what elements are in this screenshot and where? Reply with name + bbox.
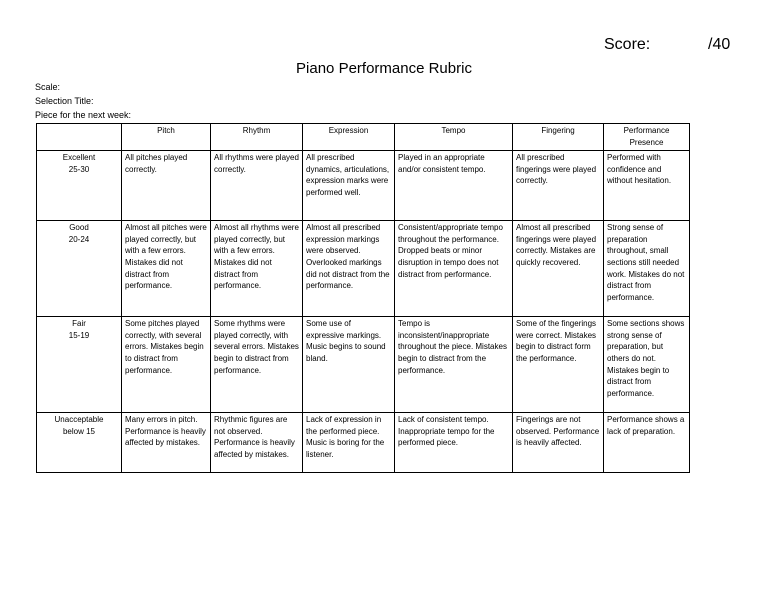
cell-tempo: Tempo is inconsistent/inappropriate throughout the piece. Mistakes begin to distract from the performance.	[395, 317, 513, 413]
cell-tempo: Played in an appropriate and/or consistent tempo.	[395, 151, 513, 221]
level-name: Excellent	[62, 153, 96, 163]
cell-expression: Some use of expressive markings. Music begins to sound bland.	[303, 317, 395, 413]
level-cell	[37, 221, 122, 317]
cell-rhythm: Rhythmic figures are not observed. Performance is heavily affected by mistakes.	[211, 413, 303, 473]
cell-expression: Almost all prescribed expression markings were observed. Overlooked markings did not distract from the performance.	[303, 221, 395, 317]
header-cell-rhythm: Rhythm	[211, 124, 303, 151]
header-cell-pitch: Pitch	[122, 124, 211, 151]
cell-performance-presence: Some sections shows strong sense of preparation, but others do not. Mistakes begin to distract from performance.	[604, 317, 690, 413]
cell-fingering: All prescribed fingerings were played correctly.	[513, 151, 604, 221]
level-cell	[37, 151, 122, 221]
cell-performance-presence: Performance shows a lack of preparation.	[604, 413, 690, 473]
header-row	[37, 124, 690, 151]
table-row	[37, 151, 690, 221]
level-range: 20-24	[68, 234, 90, 244]
table-row	[37, 413, 690, 473]
cell-rhythm: Almost all rhythms were played correctly, but with a few errors. Mistakes did not distract from performance.	[211, 221, 303, 317]
header-cell-expression: Expression	[303, 124, 395, 151]
cell-rhythm: Some rhythms were played correctly, with several errors. Mistakes begin to distract from performance.	[211, 317, 303, 413]
cell-pitch: Many errors in pitch. Performance is heavily affected by mistakes.	[122, 413, 211, 473]
level-range: 25-30	[68, 164, 90, 174]
level-name: Good	[69, 223, 89, 233]
cell-fingering: Some of the fingerings were correct. Mistakes begin to distract form the performance.	[513, 317, 604, 413]
header-cell-tempo: Tempo	[395, 124, 513, 151]
header-cell-level	[37, 124, 122, 151]
field-next-piece: Piece for the next week:	[35, 110, 132, 120]
header-cell-fingering: Fingering	[513, 124, 604, 151]
rubric-table	[36, 123, 690, 473]
cell-fingering: Fingerings are not observed. Performance is heavily affected.	[513, 413, 604, 473]
cell-pitch: All pitches played correctly.	[122, 151, 211, 221]
field-selection-title: Selection Title:	[35, 96, 94, 106]
table-row	[37, 317, 690, 413]
level-cell	[37, 317, 122, 413]
level-cell	[37, 413, 122, 473]
header-cell-performance-presence: Performance Presence	[604, 124, 690, 151]
level-name: Unacceptable	[54, 415, 104, 425]
cell-performance-presence: Performed with confidence and without hesitation.	[604, 151, 690, 221]
cell-performance-presence: Strong sense of preparation throughout, small sections still needed work. Mistakes do not distract from performance.	[604, 221, 690, 317]
level-range: 15-19	[68, 330, 90, 340]
cell-pitch: Almost all pitches were played correctly, but with a few errors. Mistakes did not distract from performance.	[122, 221, 211, 317]
level-name: Fair	[72, 319, 86, 329]
document-title: Piano Performance Rubric	[296, 60, 472, 77]
cell-tempo: Lack of consistent tempo. Inappropriate tempo for the performed piece.	[395, 413, 513, 473]
field-scale: Scale:	[35, 82, 61, 92]
cell-expression: Lack of expression in the performed piece. Music is boring for the listener.	[303, 413, 395, 473]
cell-pitch: Some pitches played correctly, with several errors. Mistakes begin to distract from performance.	[122, 317, 211, 413]
cell-fingering: Almost all prescribed fingerings were played correctly. Mistakes are quickly recovered.	[513, 221, 604, 317]
table-row	[37, 221, 690, 317]
cell-tempo: Consistent/appropriate tempo throughout the performance. Dropped beats or minor disruption in tempo does not distract from performance.	[395, 221, 513, 317]
score-value: /40	[708, 36, 731, 53]
score-label: Score:	[604, 36, 651, 53]
cell-rhythm: All rhythms were played correctly.	[211, 151, 303, 221]
level-range: below 15	[62, 426, 96, 436]
cell-expression: All prescribed dynamics, articulations, expression marks were performed well.	[303, 151, 395, 221]
